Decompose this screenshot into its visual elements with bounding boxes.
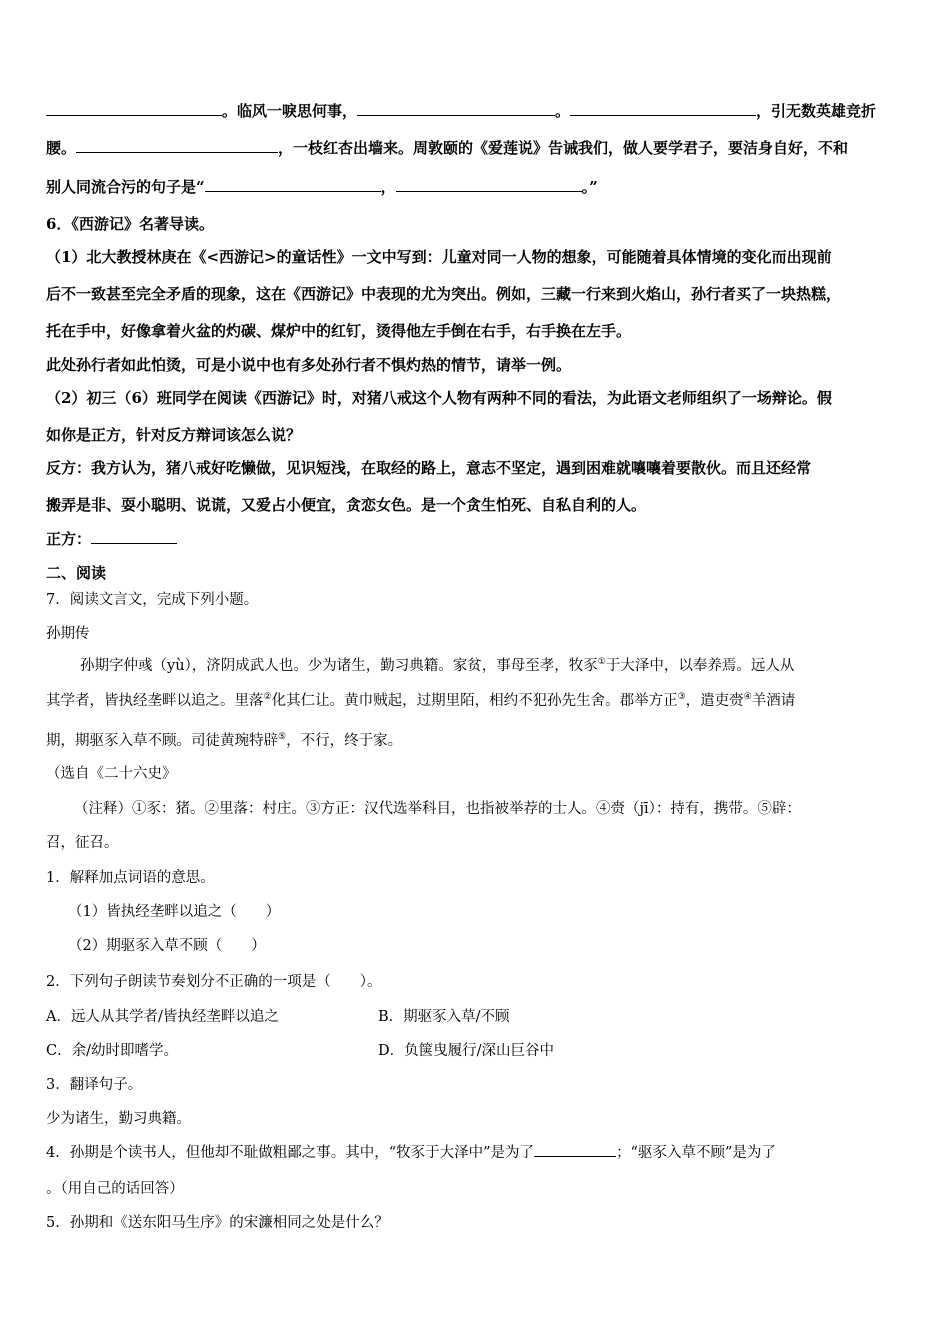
answer-blank[interactable] bbox=[91, 529, 177, 544]
q6-p2-line1: （2）初三（6）班同学在阅读《西游记》时，对猪八戒这个人物有两种不同的看法，为此语文老师组织了一场辩论。假 bbox=[46, 389, 832, 407]
notes-line-1: （注释）①豕：猪。②里落：村庄。③方正：汉代选举科目，也指被举荐的士人。④赍（jī）：持有，携带。⑤辟： bbox=[74, 801, 801, 817]
passage-source: （选自《二十六史》 bbox=[46, 766, 177, 782]
section-heading: 二、阅读 bbox=[46, 564, 107, 582]
answer-blank[interactable] bbox=[76, 138, 278, 153]
poetry-line-1: 。临风一唳思何事， 。 ，引无数英雄竞折 bbox=[46, 100, 876, 121]
passage-line-3: 期，期驱豕入草不顾。司徒黄琬特辟⑤，不行，终于家。 bbox=[46, 732, 403, 749]
q6-fan-line1: 反方：我方认为，猪八戒好吃懒做，见识短浅，在取经的路上，意志不坚定，遇到困难就嚷嚷着要散伙。而且还经常 bbox=[46, 459, 812, 477]
sub-question-2: 2．下列句子朗读节奏划分不正确的一项是（ ）。 bbox=[46, 974, 382, 990]
answer-blank[interactable] bbox=[205, 177, 381, 192]
q6-p1-line1: （1）北大教授林庚在《<西游记>的童话性》一文中写到：儿童对同一人物的想象，可能随着具体情境的变化而出现前 bbox=[46, 248, 832, 266]
notes-line-2: 召，征召。 bbox=[46, 835, 119, 851]
passage-title: 孙期传 bbox=[46, 626, 90, 642]
poetry-line-3: 别人同流合污的句子是“ ， 。” bbox=[46, 178, 598, 196]
q6-p1-line2: 后不一致甚至完全矛盾的现象，这在《西游记》中表现的尤为突出。例如，三藏一行来到火焰山，孙行者买了一块热糕， bbox=[46, 285, 842, 303]
option-b[interactable]: B．期驱豕入草/不顾 bbox=[378, 1009, 510, 1025]
answer-blank[interactable] bbox=[534, 1142, 616, 1157]
answer-blank[interactable] bbox=[357, 101, 555, 116]
sub-question-5: 5．孙期和《送东阳马生序》的宋濂相同之处是什么？ bbox=[46, 1215, 389, 1231]
sub-question-4: 4．孙期是个读书人，但他却不耻做粗鄙之事。其中，“牧豕于大泽中”是为了 ；“驱豕入草不顾”是为了 bbox=[46, 1141, 776, 1162]
sub-question-3: 3．翻译句子。 bbox=[46, 1077, 143, 1093]
q6-zheng: 正方： bbox=[46, 528, 177, 549]
answer-blank[interactable] bbox=[570, 101, 756, 116]
sub-question-3-text: 少为诸生，勤习典籍。 bbox=[46, 1111, 191, 1127]
sub-question-1-2: （2）期驱豕入草不顾（ ） bbox=[68, 938, 266, 954]
q6-p1-line4: 此处孙行者如此怕烫，可是小说中也有多处孙行者不惧灼热的情节，请举一例。 bbox=[46, 356, 572, 374]
passage-line-2: 其学者，皆执经垄畔以追之。里落②化其仁让。黄巾贼起，过期里陌，相约不犯孙先生舍。郡举方正③，遣吏赍④羊酒请 bbox=[46, 692, 796, 709]
answer-blank[interactable] bbox=[46, 101, 222, 116]
q7-title: 7．阅读文言文，完成下列小题。 bbox=[46, 592, 259, 608]
option-a[interactable]: A．远人从其学者/皆执经垄畔以追之 bbox=[46, 1009, 279, 1025]
q6-title: 6．《西游记》名著导读。 bbox=[46, 215, 214, 233]
passage-line-1: 孙期字仲彧（yù），济阴成武人也。少为诸生，勤习典籍。家贫，事母至孝，牧豕①于大泽中，以奉养焉。远人从 bbox=[80, 657, 795, 674]
q6-p1-line3: 托在手中，好像拿着火盆的灼碳、煤炉中的红钉，烫得他左手倒在右手，右手换在左手。 bbox=[46, 322, 632, 340]
poetry-line-2: 腰。 ，一枝红杏出墙来。周敦颐的《爱莲说》告诫我们，做人要学君子，要洁身自好，不和 bbox=[46, 139, 849, 157]
sub-question-1-1: （1）皆执经垄畔以追之（ ） bbox=[68, 904, 281, 920]
sub-question-4-cont: 。（用自己的话回答） bbox=[46, 1181, 184, 1197]
option-d[interactable]: D．负箧曳履行/深山巨谷中 bbox=[378, 1043, 555, 1059]
answer-blank[interactable] bbox=[396, 177, 582, 192]
sub-question-1: 1．解释加点词语的意思。 bbox=[46, 870, 215, 886]
q6-fan-line2: 搬弄是非、耍小聪明、说谎，又爱占小便宜，贪恋女色。是一个贪生怕死、自私自利的人。 bbox=[46, 496, 647, 514]
option-c[interactable]: C．余/幼时即嗜学。 bbox=[46, 1043, 178, 1059]
q6-p2-line2: 如你是正方，针对反方辩词该怎么说？ bbox=[46, 426, 302, 444]
